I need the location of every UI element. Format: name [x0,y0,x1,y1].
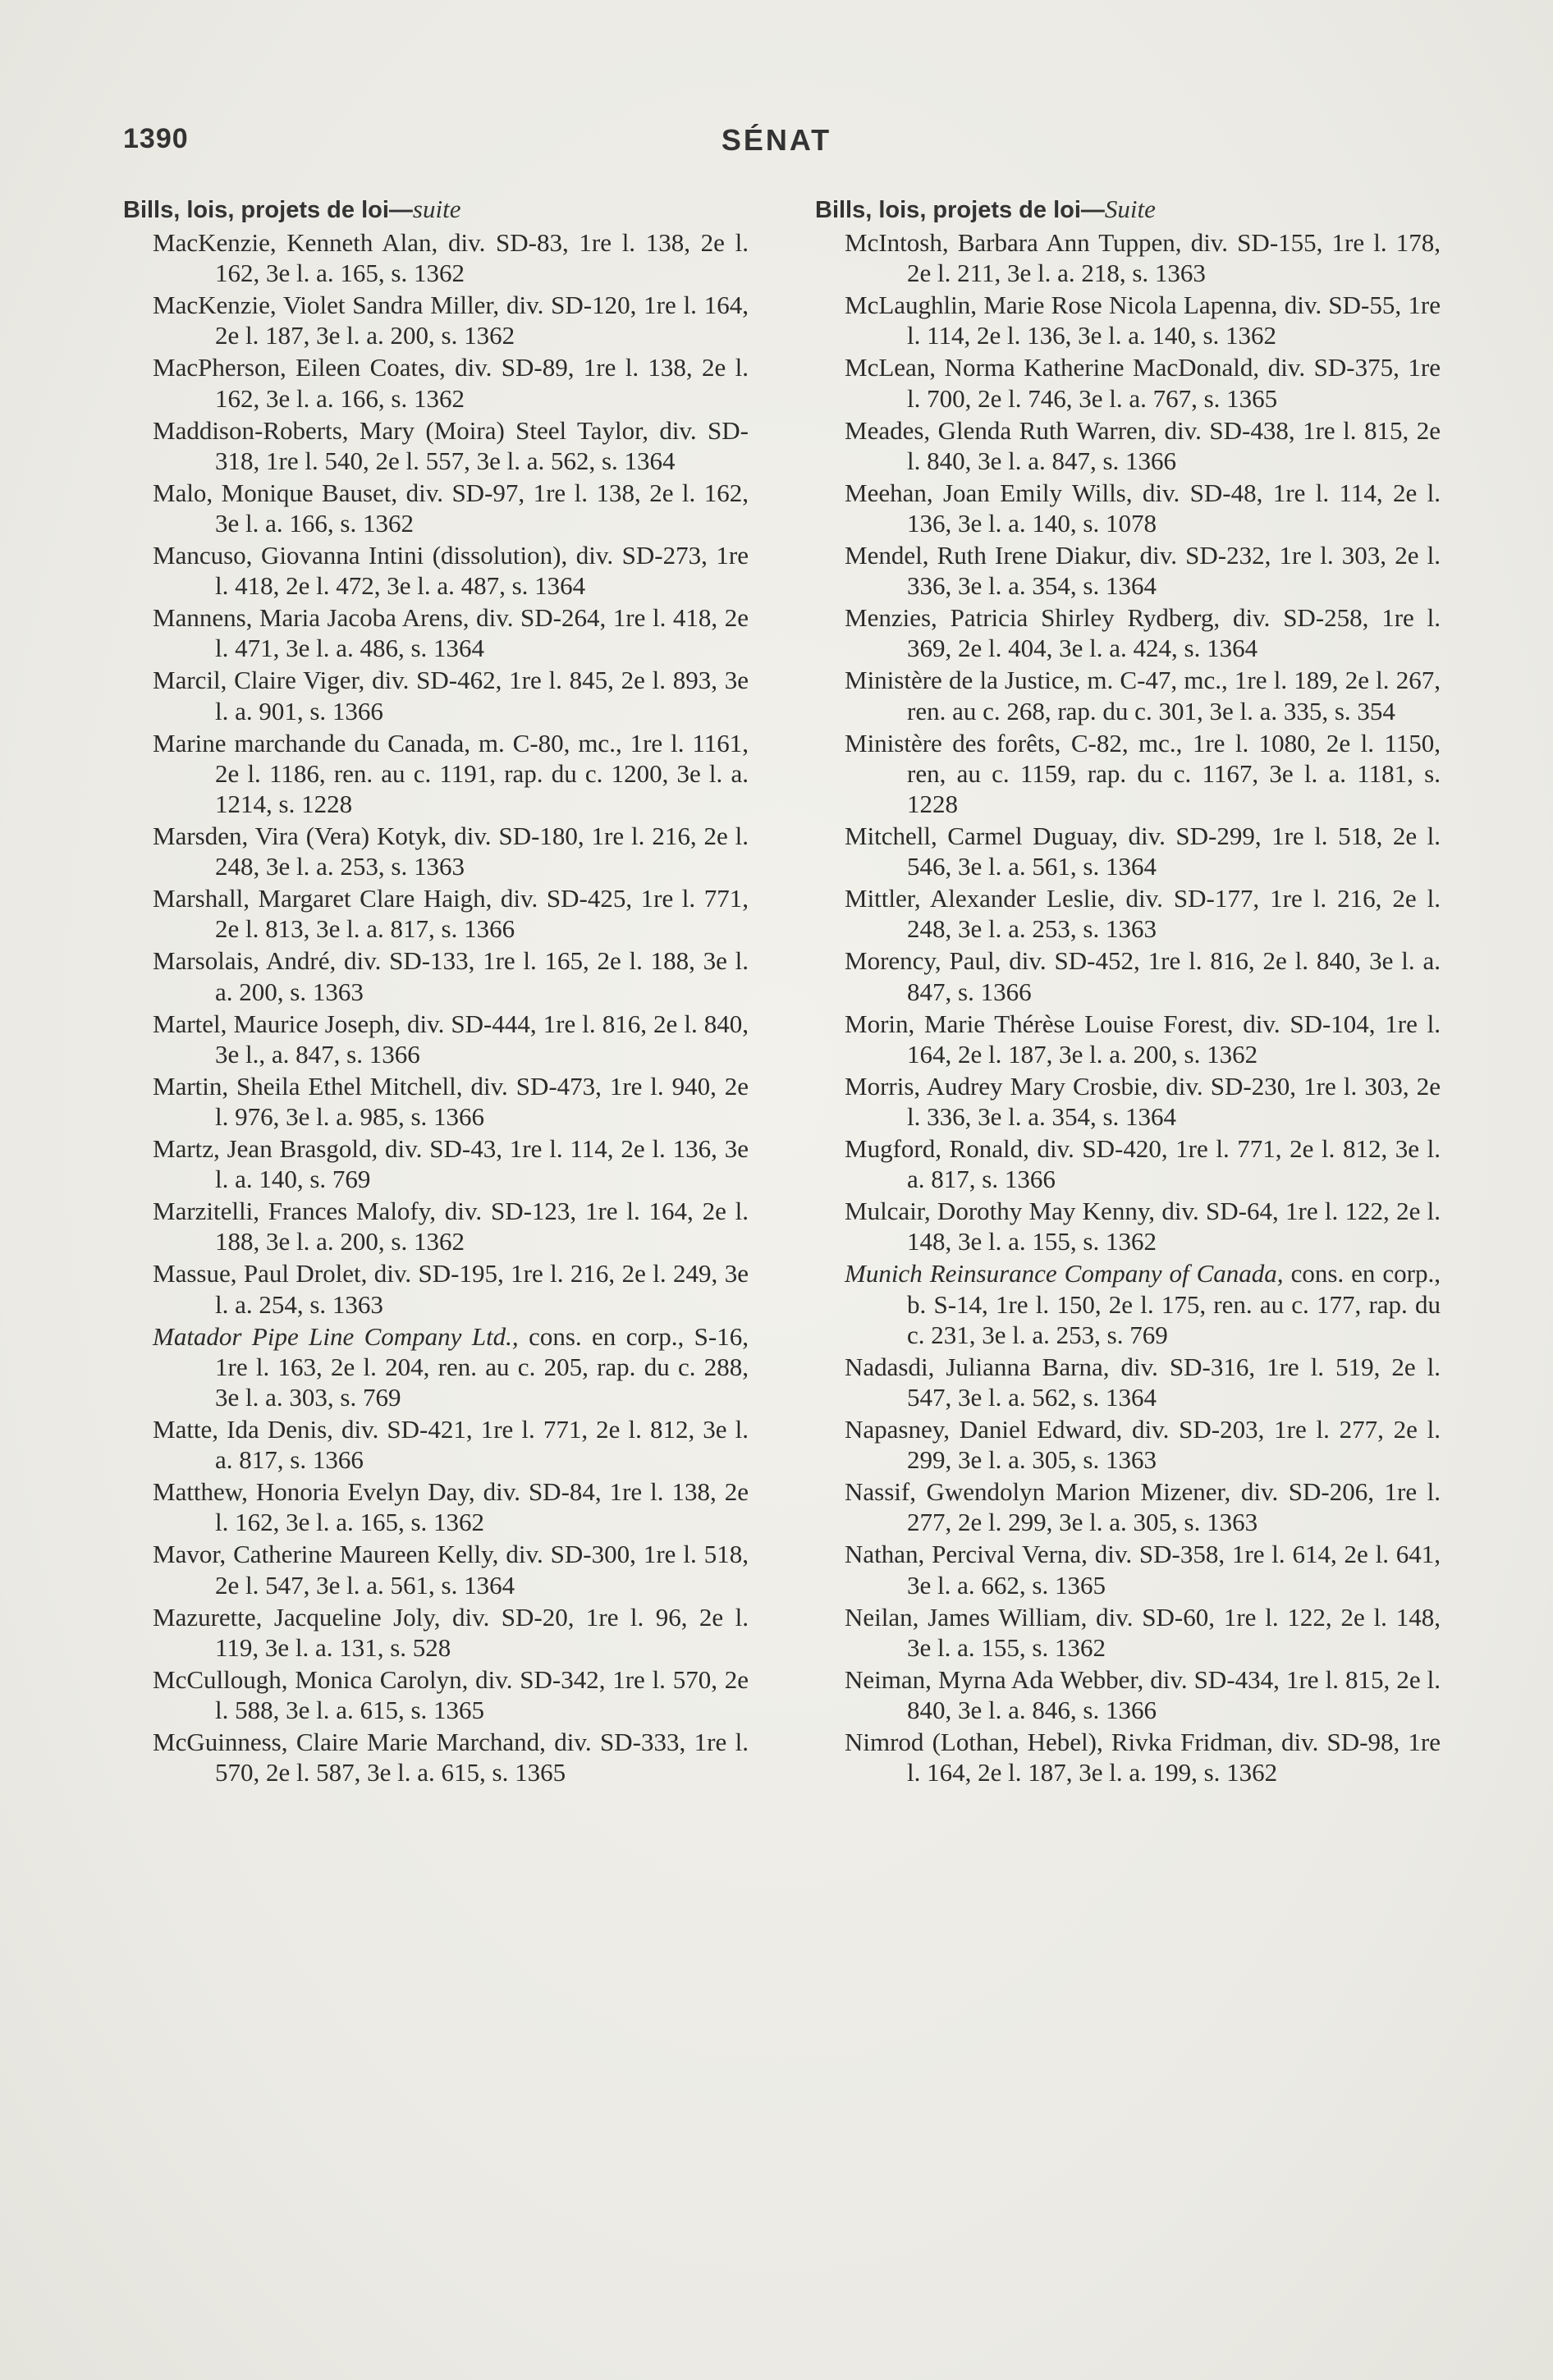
entry-detail: div. SD-421, 1re l. 771, 2e l. 812, 3e l. a. 817, s. 1366 [215,1415,749,1475]
entry-name: Morin, Marie Thérèse Louise Forest, [845,1009,1234,1038]
entry-name: Matador Pipe Line Company Ltd., [153,1321,519,1351]
index-entry [153,1602,749,1663]
entry-detail: div. SD-264, 1re l. 418, 2e l. 471, 3e l. a. 486, s. 1364 [215,603,749,663]
index-entry [845,883,1441,944]
entry-name: Nadasdi, Julianna Barna, [845,1352,1110,1381]
entry-detail: div. SD-375, 1re l. 700, 2e l. 746, 3e l. a. 767, s. 1365 [907,353,1441,413]
entry-name: Neiman, Myrna Ada Webber, [845,1664,1144,1694]
entry-name: McLaughlin, Marie Rose Nicola Lapenna, [845,291,1278,320]
entry-name: Massue, Paul Drolet, [153,1259,368,1288]
entry-detail: div. SD-462, 1re l. 845, 2e l. 893, 3e l. a. 901, s. 1366 [215,666,749,725]
index-entry [845,1071,1441,1132]
entry-name: Menzies, Patricia Shirley Rydberg, [845,603,1221,633]
entry-name: Morency, Paul, [845,946,1001,976]
entry-detail: div. SD-60, 1re l. 122, 2e l. 148, 3e l. a. 155, s. 1362 [907,1602,1441,1662]
entry-detail: div. SD-358, 1re l. 614, 2e l. 641, 3e l. a. 662, s. 1365 [907,1540,1441,1600]
index-entry [153,1727,749,1787]
entry-detail: div. SD-444, 1re l. 816, 2e l. 840, 3e l., a. 847, s. 1366 [215,1009,749,1069]
index-entry [153,1071,749,1132]
column-heading [815,194,1441,226]
entry-detail: div. SD-133, 1re l. 165, 2e l. 188, 3e l. a. 200, s. 1363 [215,946,749,1006]
entry-detail: m. C-80, mc., 1re l. 1161, 2e l. 1186, ren. au c. 1191, rap. du c. 1200, 3e l. a. 1214, s. 1228 [215,728,749,819]
entry-detail: div. SD-342, 1re l. 570, 2e l. 588, 3e l. a. 615, s. 1365 [215,1664,749,1725]
index-entry [153,1414,749,1475]
index-entry [845,821,1441,881]
index-entry [845,352,1441,413]
entry-name: Morris, Audrey Mary Crosbie, [845,1071,1159,1101]
index-entry [845,728,1441,820]
column-heading-text: Bills, lois, projets de loi— [123,197,413,223]
entry-name: McIntosh, Barbara Ann Tuppen, [845,228,1182,257]
index-entry [153,821,749,881]
page-number: 1390 [123,123,189,154]
entry-name: Marsolais, André, [153,946,337,976]
entry-detail: div. SD-452, 1re l. 816, 2e l. 840, 3e l. a. 847, s. 1366 [907,946,1441,1006]
index-entry [153,728,749,820]
index-entry [153,883,749,944]
entry-detail: div. SD-177, 1re l. 216, 2e l. 248, 3e l. a. 253, s. 1363 [907,884,1441,944]
index-entry [845,1196,1441,1256]
entry-detail: div. SD-98, 1re l. 164, 2e l. 187, 3e l. a. 199, s. 1362 [907,1728,1441,1787]
entry-name: Marcil, Claire Viger, [153,666,365,695]
index-entry [153,1133,749,1194]
index-entry [845,1133,1441,1194]
entry-detail: div. SD-425, 1re l. 771, 2e l. 813, 3e l. a. 817, s. 1366 [215,884,749,944]
index-entry [845,1414,1441,1475]
entry-name: Meehan, Joan Emily Wills, [845,478,1133,507]
entry-detail: div. SD-232, 1re l. 303, 2e l. 336, 3e l. a. 354, s. 1364 [907,541,1441,601]
index-entry [153,290,749,350]
index-entries [815,227,1441,1787]
column-heading-suffix: Suite [1104,195,1156,223]
index-entry [845,1727,1441,1787]
entry-name: Meades, Glenda Ruth Warren, [845,415,1157,445]
entry-name: Martel, Maurice Joseph, [153,1009,401,1038]
index-entry [845,1539,1441,1600]
entry-detail: div. SD-206, 1re l. 277, 2e l. 299, 3e l. a. 305, s. 1363 [907,1477,1441,1537]
entry-detail: div. SD-318, 1re l. 540, 2e l. 557, 3e l. a. 562, s. 1364 [215,415,749,475]
entry-name: Marsden, Vira (Vera) Kotyk, [153,822,447,851]
entry-name: Munich Reinsurance Company of Canada, [845,1259,1284,1288]
index-entry [153,415,749,476]
entry-name: Marzitelli, Frances Malofy, [153,1197,436,1226]
entry-detail: div. SD-420, 1re l. 771, 2e l. 812, 3e l. a. 817, s. 1366 [907,1134,1441,1194]
column-heading [123,194,749,226]
entry-detail: div. SD-48, 1re l. 114, 2e l. 136, 3e l. a. 140, s. 1078 [907,478,1441,538]
entry-detail: div. SD-64, 1re l. 122, 2e l. 148, 3e l. a. 155, s. 1362 [907,1197,1441,1256]
entry-detail: div. SD-84, 1re l. 138, 2e l. 162, 3e l. a. 165, s. 1362 [215,1477,749,1537]
entry-name: Nassif, Gwendolyn Marion Mizener, [845,1477,1231,1507]
index-entry [845,540,1441,601]
entry-detail: div. SD-97, 1re l. 138, 2e l. 162, 3e l. a. 166, s. 1362 [215,478,749,538]
entry-name: Mendel, Ruth Irene Diakur, [845,541,1132,570]
index-entry [153,602,749,663]
column-heading-suffix: suite [412,195,461,223]
entry-detail: div. SD-473, 1re l. 940, 2e l. 976, 3e l. a. 985, s. 1366 [215,1071,749,1132]
entry-detail: div. SD-55, 1re l. 114, 2e l. 136, 3e l. a. 140, s. 1362 [907,291,1441,350]
index-entry [845,1602,1441,1663]
entry-detail: div. SD-120, 1re l. 164, 2e l. 187, 3e l. a. 200, s. 1362 [215,291,749,350]
index-entry [153,227,749,288]
entry-detail: m. C-47, mc., 1re l. 189, 2e l. 267, ren. au c. 268, rap. du c. 301, 3e l. a. 335, s. 354 [907,666,1441,725]
entry-detail: div. SD-195, 1re l. 216, 2e l. 249, 3e l. a. 254, s. 1363 [215,1259,749,1319]
index-entry [845,1476,1441,1537]
entry-detail: div. SD-273, 1re l. 418, 2e l. 472, 3e l. a. 487, s. 1364 [215,541,749,601]
entry-detail: div. SD-104, 1re l. 164, 2e l. 187, 3e l. a. 200, s. 1362 [907,1009,1441,1069]
index-entry [845,227,1441,288]
entry-detail: div. SD-155, 1re l. 178, 2e l. 211, 3e l. a. 218, s. 1363 [907,228,1441,288]
entry-name: Ministère de la Justice, [845,666,1081,695]
entry-name: Mazurette, Jacqueline Joly, [153,1602,441,1632]
index-entry [845,1258,1441,1350]
index-entry [153,540,749,601]
entry-detail: div. SD-299, 1re l. 518, 2e l. 546, 3e l. a. 561, s. 1364 [907,822,1441,881]
index-entry [845,415,1441,476]
entry-detail: div. SD-180, 1re l. 216, 2e l. 248, 3e l. a. 253, s. 1363 [215,822,749,881]
index-entries [123,227,749,1787]
index-entry [153,1476,749,1537]
index-entry [153,1664,749,1725]
index-entry [845,1664,1441,1725]
entry-detail: div. SD-43, 1re l. 114, 2e l. 136, 3e l. a. 140, s. 769 [215,1134,749,1194]
index-entry [153,1196,749,1256]
entry-name: Mitchell, Carmel Duguay, [845,822,1118,851]
running-title: SÉNAT [721,123,832,157]
entry-detail: div. SD-83, 1re l. 138, 2e l. 162, 3e l. a. 165, s. 1362 [215,228,749,288]
entry-detail: div. SD-333, 1re l. 570, 2e l. 587, 3e l. a. 615, s. 1365 [215,1728,749,1787]
index-entry [845,290,1441,350]
column-heading-text: Bills, lois, projets de loi— [815,197,1105,223]
entry-name: McLean, Norma Katherine MacDonald, [845,353,1260,382]
entry-detail: div. SD-258, 1re l. 369, 2e l. 404, 3e l. a. 424, s. 1364 [907,603,1441,663]
entry-name: McGuinness, Claire Marie Marchand, [153,1728,546,1757]
entry-name: Marshall, Margaret Clare Haigh, [153,884,492,913]
entry-name: Martin, Sheila Ethel Mitchell, [153,1071,463,1101]
entry-detail: div. SD-434, 1re l. 815, 2e l. 840, 3e l. a. 846, s. 1366 [907,1664,1441,1725]
entry-name: McCullough, Monica Carolyn, [153,1664,469,1694]
entry-detail: cons. en corp., b. S-14, 1re l. 150, 2e l. 175, ren. au c. 177, rap. du c. 231, 3e l. a. 253, s. 769 [907,1259,1441,1349]
entry-name: Mannens, Maria Jacoba Arens, [153,603,470,633]
entry-detail: div. SD-230, 1re l. 303, 2e l. 336, 3e l. a. 354, s. 1364 [907,1071,1441,1132]
entry-name: Malo, Monique Bauset, [153,478,398,507]
entry-name: Mulcair, Dorothy May Kenny, [845,1197,1156,1226]
entry-detail: div. SD-300, 1re l. 518, 2e l. 547, 3e l. a. 561, s. 1364 [215,1540,749,1600]
index-entry [845,665,1441,725]
entry-detail: div. SD-316, 1re l. 519, 2e l. 547, 3e l. a. 562, s. 1364 [907,1352,1441,1412]
index-entry [153,352,749,413]
entry-name: Maddison-Roberts, Mary (Moira) Steel Taylor, [153,415,648,445]
right-column [815,194,1441,1789]
index-entry [845,1352,1441,1412]
index-entry [153,665,749,725]
entry-name: Martz, Jean Brasgold, [153,1134,378,1164]
entry-name: Matthew, Honoria Evelyn Day, [153,1477,475,1507]
entry-name: Nathan, Percival Verna, [845,1540,1088,1569]
entry-name: Marine marchande du Canada, [153,728,470,757]
entry-name: Mavor, Catherine Maureen Kelly, [153,1540,499,1569]
entry-name: Matte, Ida Denis, [153,1415,333,1444]
page-header [123,123,1430,164]
entry-detail: div. SD-123, 1re l. 164, 2e l. 188, 3e l. a. 200, s. 1362 [215,1197,749,1256]
left-column [123,194,749,1789]
entry-detail: div. SD-89, 1re l. 138, 2e l. 162, 3e l. a. 166, s. 1362 [215,353,749,413]
index-entry [153,1258,749,1319]
index-entry [845,478,1441,538]
entry-detail: div. SD-438, 1re l. 815, 2e l. 840, 3e l. a. 847, s. 1366 [907,415,1441,475]
entry-detail: cons. en corp., S-16, 1re l. 163, 2e l. 204, ren. au c. 205, rap. du c. 288, 3e l. a. 303, s. 769 [215,1321,749,1412]
index-entry [153,945,749,1006]
index-entry [153,1009,749,1069]
entry-detail: div. SD-203, 1re l. 277, 2e l. 299, 3e l. a. 305, s. 1363 [907,1415,1441,1475]
entry-name: Mittler, Alexander Leslie, [845,884,1116,913]
entry-name: MacKenzie, Violet Sandra Miller, [153,291,500,320]
entry-detail: C-82, mc., 1re l. 1080, 2e l. 1150, ren, au c. 1159, rap. du c. 1167, 3e l. a. 1181, s. 1228 [907,728,1441,819]
entry-name: Mancuso, Giovanna Intini (dissolution), [153,541,568,570]
entry-name: Napasney, Daniel Edward, [845,1415,1123,1444]
entry-detail: div. SD-20, 1re l. 96, 2e l. 119, 3e l. a. 131, s. 528 [215,1602,749,1662]
entry-name: Ministère des forêts, [845,728,1061,757]
entry-name: MacKenzie, Kenneth Alan, [153,228,438,257]
index-entry [845,602,1441,663]
entry-name: MacPherson, Eileen Coates, [153,353,446,382]
index-entry [153,478,749,538]
entry-name: Neilan, James William, [845,1602,1088,1632]
entry-name: Mugford, Ronald, [845,1134,1029,1164]
entry-name: Nimrod (Lothan, Hebel), Rivka Fridman, [845,1728,1273,1757]
index-entry [153,1539,749,1600]
index-entry [153,1321,749,1413]
index-entry [845,945,1441,1006]
index-entry [845,1009,1441,1069]
